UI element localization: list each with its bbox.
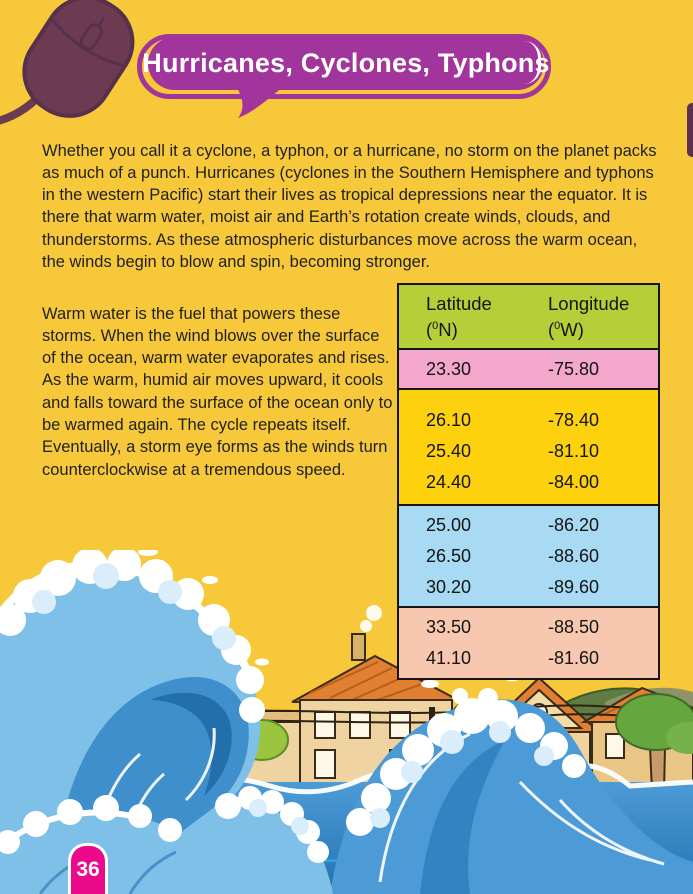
- table-row: 24.40 -84.00: [426, 472, 600, 493]
- table-group-yellow: [397, 388, 660, 506]
- table-header: [397, 283, 660, 350]
- table-row: 23.30 -75.80: [426, 358, 600, 379]
- page-title: Hurricanes, Cyclones, Typhons: [142, 48, 550, 78]
- intro-paragraph: Whether you call it a cyclone, a typhon, or a hurricane, no storm on the planet packs as much of a punch. Hurricanes (cyclones in the Southern Hemisphere and typhons in the western Pacific) start their lives as tropical depressions near the equator. It is there that warm water, moist air and Earth’s rotation create winds, clouds, and thunderstorms. As these atmospheric disturbances move across the warm ocean, the winds begin to blow and spin, becoming stronger.: [42, 141, 657, 271]
- warm-water-paragraph: Warm water is the fuel that powers these storms. When the wind blows over the surface of the ocean, warm water evaporates and rises. As the warm, humid air moves upward, it cools and falls toward the surface of the ocean only to be warmed again. The cycle repeats itself. Eventually, a storm eye forms as the winds turn counterclockwise at a tremendous speed.: [42, 304, 393, 479]
- table-row: 25.00 -86.20: [426, 514, 600, 535]
- computer-mouse-icon: [0, 0, 154, 135]
- table-row: 41.10 -81.60: [426, 648, 600, 669]
- table-row: 26.50 -88.60: [426, 545, 600, 566]
- longitude-header: Longitude ($^0$W): [548, 293, 630, 341]
- page-number-badge: [68, 843, 108, 894]
- table-group-blue: [397, 504, 660, 609]
- title-banner: [142, 37, 550, 90]
- table-row: 25.40 -81.10: [426, 441, 600, 462]
- edge-artwork-sliver: [687, 103, 693, 157]
- table-row: 30.20 -89.60: [426, 576, 600, 597]
- table-row: 33.50 -88.50: [426, 617, 600, 638]
- table-group-pink: [397, 348, 660, 391]
- table-row: 26.10 -78.40: [426, 410, 600, 431]
- table-group-peach: [397, 606, 660, 680]
- latitude-header: Latitude ($^0$N): [426, 293, 492, 341]
- coordinates-table: [397, 283, 660, 680]
- mouse-body: [8, 0, 148, 132]
- page-number: 36: [76, 858, 100, 881]
